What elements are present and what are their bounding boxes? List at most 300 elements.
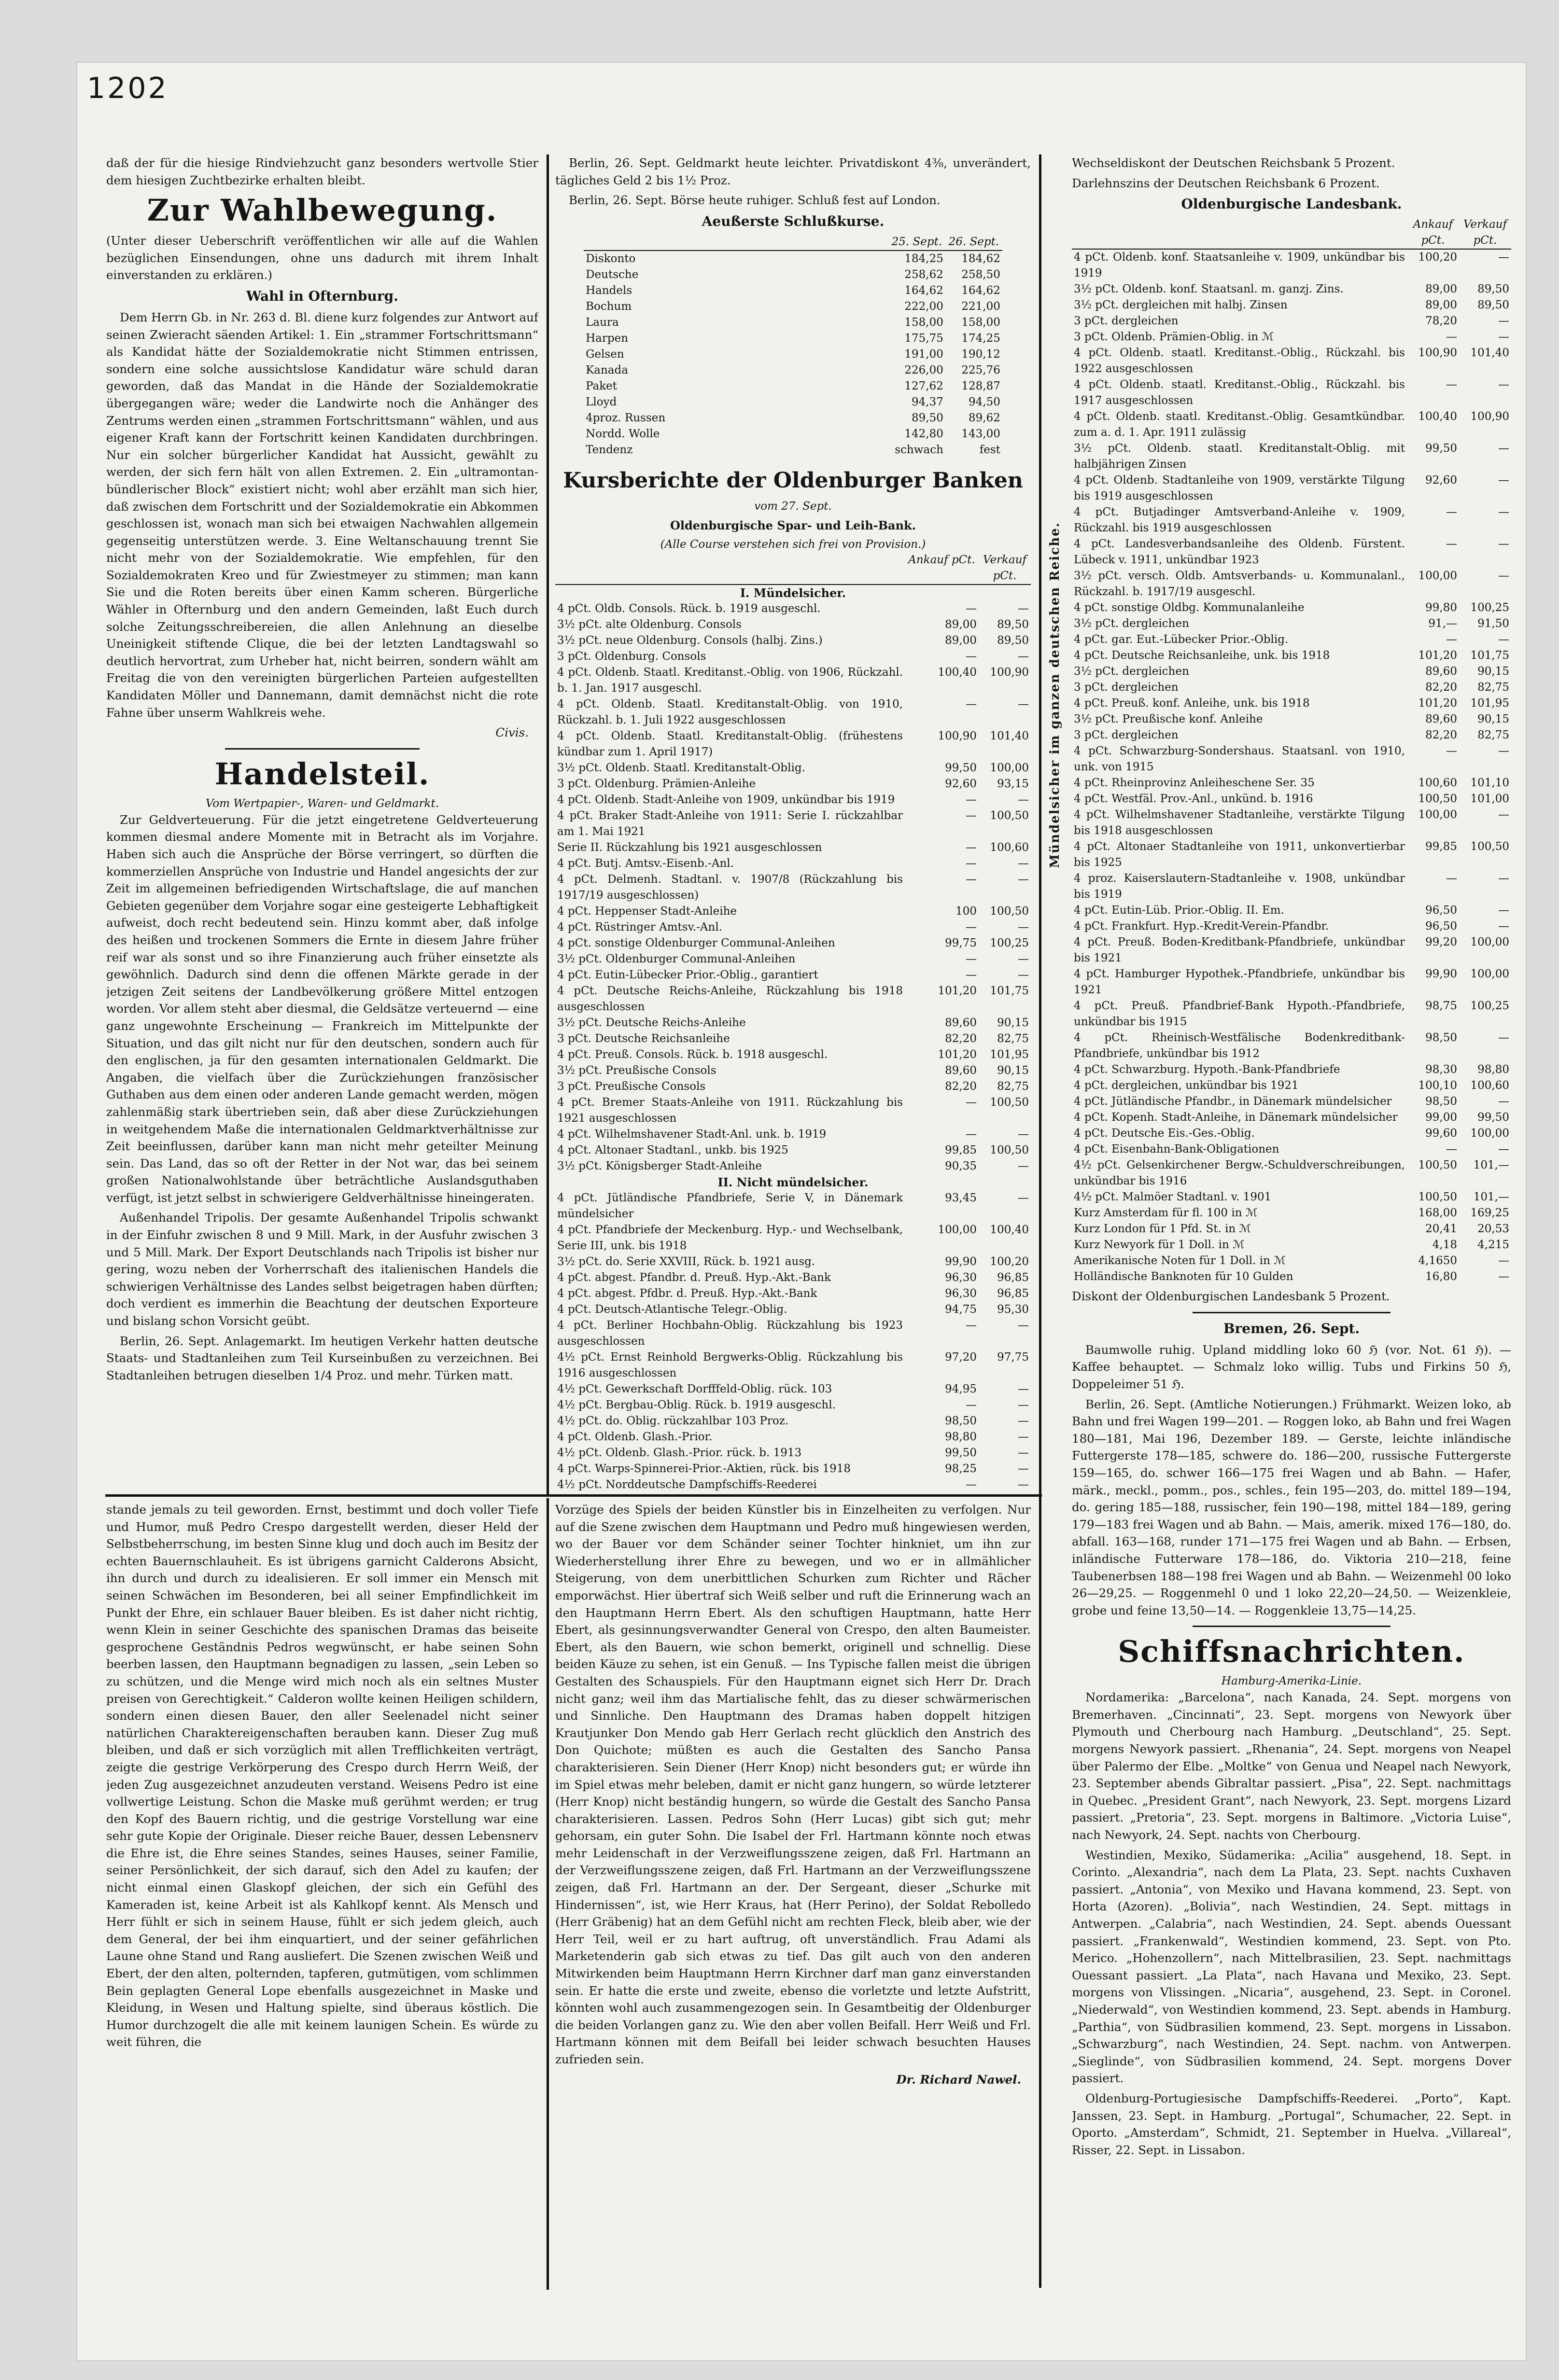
table-row [1072,329,1511,345]
row-value: 92,60 [1425,474,1457,487]
market-report: Berlin, 26. Sept. Geldmarkt heute leichter. Privatdiskont 4⅜, unverändert, tägliches Geld 2 bis 1½ Proz. [555,156,1031,187]
table-row [584,426,1002,442]
row-label: Deutsche [586,268,639,281]
table-row [555,1445,1031,1461]
table-row [555,1063,1031,1079]
row-label: 4 pCt. Landesverbandsanleihe des Oldenb. Fürstent. Lübeck v. 1911, unkündbar 1923 [1074,538,1405,567]
row-value: 100,90 [1418,347,1457,360]
row-label: 4 pCt. Deutsche Reichsanleihe, unk. bis 1918 [1074,649,1330,662]
row-label: 4 pCt. gar. Eut.-Lübecker Prior.-Oblig. [1074,633,1289,646]
row-value: 98,50 [945,1415,977,1428]
row-value: 100,00 [938,1224,977,1237]
row-value: 96,85 [997,1271,1029,1284]
row-value: 127,62 [904,379,943,392]
row-value: 100,00 [990,762,1029,775]
row-value: 89,50 [1477,283,1509,296]
row-label: 4 pCt. Hamburger Hypothek.-Pfandbriefe, unkündbar bis 1921 [1074,968,1405,997]
row-label: 4½ pCt. Bergbau-Oblig. Rück. b. 1919 ausgeschl. [557,1399,836,1412]
row-value: 98,25 [945,1462,977,1475]
row-value: 100,60 [1470,1079,1509,1092]
row-value: 93,15 [997,778,1029,791]
table-row [1072,743,1511,775]
row-label: 4 pCt. abgest. Pfandbr. d. Preuß. Hyp.-Akt.-Bank [557,1271,831,1284]
table-row [555,760,1031,776]
row-value: — [1498,1254,1509,1267]
row-value: 96,85 [997,1287,1029,1300]
landesbank-table [1072,217,1511,1285]
table-row [584,394,1002,410]
row-value: 82,75 [997,1032,1029,1045]
row-label: Serie II. Rückzahlung bis 1921 ausgeschlossen [557,841,822,854]
table-row [584,283,1002,299]
section-heading: I. Mündelsicher. [740,586,846,600]
table-row [1072,632,1511,648]
row-label: 4proz. Russen [586,411,666,424]
row-value: — [1498,442,1509,455]
row-label: 4 pCt. Oldenb. staatl. Kreditanst.-Oblig. Gesamtkündbar. zum a. d. 1. Apr. 1911 zulässig [1074,410,1405,439]
row-value: — [966,969,977,982]
row-label: 4 pCt. Deutsche Eis.-Ges.-Oblig. [1074,1127,1255,1140]
table-row [555,1031,1031,1047]
row-value: 101,40 [1470,347,1509,360]
row-label: 4 pCt. Eutin-Lübecker Prior.-Oblig., garantiert [557,969,818,982]
row-value: — [1498,315,1509,328]
row-label: 4 pCt. dergleichen, unkündbar bis 1921 [1074,1079,1299,1092]
row-value: 100,25 [1470,601,1509,614]
row-value: 184,25 [904,252,943,265]
page-number: 1202 [87,71,169,105]
row-value: — [966,841,977,854]
row-value: 98,80 [1477,1063,1509,1076]
row-value: 20,53 [1477,1223,1509,1236]
row-label: Amerikanische Noten für 1 Doll. in ℳ [1074,1254,1286,1267]
row-value: 174,25 [961,332,1000,345]
row-value: 89,60 [945,1016,977,1030]
section-divider [105,1494,1042,1497]
table-row [1072,664,1511,680]
table-row [555,1142,1031,1158]
table-row [1072,1110,1511,1126]
row-label: 4 pCt. Oldenb. staatl. Kreditanst.-Oblig., Rückzahl. bis 1917 ausgeschlossen [1074,378,1405,407]
column-2 [555,154,1031,1491]
row-value: — [1498,331,1509,344]
row-value: 101,75 [1470,649,1509,662]
row-label: 4 pCt. Oldb. Consols. Rück. b. 1919 ausgeschl. [557,602,821,615]
row-value: 100,50 [1418,1159,1457,1172]
table-row [555,1079,1031,1095]
row-value: 4,18 [1432,1239,1457,1252]
row-value: 100,40 [938,666,977,679]
row-label: 4 pCt. Eutin-Lüb. Prior.-Oblig. II. Em. [1074,904,1284,917]
row-value: 100,00 [1470,968,1509,981]
row-label: 4 pCt. Deutsch-Atlantische Telegr.-Oblig. [557,1303,787,1316]
schiff-heading: Schiffsnachrichten. [1118,1634,1465,1670]
row-value: 99,75 [945,937,977,950]
feuilleton-left [106,1501,538,2283]
row-label: 4 pCt. Frankfurt. Hyp.-Kredit-Verein-Pfandbr. [1074,920,1329,933]
row-label: Holländische Banknoten für 10 Gulden [1074,1270,1293,1283]
table-row [555,856,1031,872]
table-row [555,1397,1031,1413]
row-value: 91,50 [1477,617,1509,630]
row-value: — [1446,331,1457,344]
row-value: 98,30 [1425,1063,1457,1076]
row-label: 4 pCt. Preuß. Consols. Rück. b. 1918 ausgeschl. [557,1048,828,1061]
row-value: 184,62 [961,252,1000,265]
row-label: 3½ pCt. Oldenburger Communal-Anleihen [557,953,796,966]
row-label: 3½ pCt. Königsberger Stadt-Anleihe [557,1160,762,1173]
table-row [1072,648,1511,664]
row-label: 4 pCt. Oldenb. Glash.-Prior. [557,1431,713,1444]
row-label: 4 pCt. Bremer Staats-Anleihe von 1911. Rückzahlung bis 1921 ausgeschlossen [557,1096,903,1125]
table-row [555,1350,1031,1381]
row-value: 100,50 [990,905,1029,918]
row-label: 3 pCt. Oldenburg. Consols [557,650,706,663]
row-value: 158,00 [904,316,943,329]
row-label: 3½ pCt. Deutsche Reichs-Anleihe [557,1016,746,1030]
row-label: Diskonto [586,252,636,265]
row-value: 94,95 [945,1383,977,1396]
row-value: — [1498,474,1509,487]
row-label: Lloyd [586,395,617,408]
wahl-text: Dem Herrn Gb. in Nr. 263 d. Bl. diene kurz folgendes zur Antwort auf seinen Zwieracht säenden Artikel: 1. Ein „strammer Fortschrittsmann“ als Kandidat hätte der Sozialdemokratie nicht Stimmen entrissen, sondern eine solche aussichtslose Kandidatur wäre schuld daran geworden, daß das Mandat in die Hände der Sozialdemokratie übergegangen wäre; weder die Landwirte noch die Anhänger des Zentrums werden einen „strammen Fortschrittsmann“ wählen, und aus eigener Kraft kann der Fortschritt keinen Kandidaten durchbringen. Nur ein solcher bürgerlicher Kandidat hat Aussicht, gewählt zu werden, der sich fern hält von allen Extremen. 2. Ein „ultramontan-bündlerischer Block“ existiert nicht; wohl aber erzählt man sich hier, daß zwischen dem Fortschritt und der Sozialdemokratie ein Abkommen geschlossen ist, wonach man sich bei etwaigen Nachwahlen allgemein gegenseitig unterstützen werde. 3. Eine Weltanschauung trennt Sie nicht mehr von der Sozialdemokratie. Wie empfehlen, für den Sozialdemokraten Kreo und für Zwiestmeyer zu stimmen; man kann Sie und die Roten bereits über einen Kamm scheren. Bürgerliche Wähler in Ofternburg und den andern Gemeinden, laßt Euch durch solche Zeitungsschreibereien, die allen Anlehnung an dieselbe Uneinigkeit stiftende Clique, die bei der letzten Landtagswahl so deutlich hervortrat, zum Urheber hat, nicht beirren, sondern wählt am Freitag die von den vereinigten bürgerlichen Parteien aufgestellten Kandidaten Möller und Dannemann, damit demnächst nicht die rote Fahne über unserm Wahlkreis wehe. [106,310,538,720]
handel-paragraph: Außenhandel Tripolis. Der gesamte Außenhandel Tripolis schwankt in der Einfuhr zwischen 8 und 9 Mill. Mark, in der Ausfuhr zwischen 3 und 5 Mill. Mark. Der Export Deutschlands nach Tripolis ist bisher nur gering, wozu neben der Vorherrschaft des italienischen Handels die schwierigen Verhältnisse des Landes selbst beigetragen haben dürften; doch verdient es immerhin die Beachtung der deutschen Exporteure und bislang schon Vorsicht geübt. [106,1211,538,1328]
kurs-heading: Kursberichte der Oldenburger Banken [563,468,1023,493]
row-label: 4 pCt. Kopenh. Stadt-Anleihe, in Dänemark mündelsicher [1074,1111,1398,1124]
table-row [1072,1253,1511,1269]
row-label: 4 pCt. Jütländische Pfandbr., in Dänemark mündelsicher [1074,1095,1392,1108]
row-label: 4 pCt. sonstige Oldbg. Kommunalanleihe [1074,601,1305,614]
row-label: 4 pCt. Altonaer Stadtanleihe von 1911, unkonvertierbar bis 1925 [1074,840,1405,869]
row-value: 164,62 [904,284,943,297]
row-value: 89,60 [1425,713,1457,726]
row-value: 99,60 [1425,1127,1457,1140]
market-report: Berlin, 26. Sept. Börse heute ruhiger. Schluß fest auf London. [569,193,941,208]
row-value: — [1498,745,1509,758]
table-row [1072,919,1511,934]
row-value: 82,20 [945,1080,977,1093]
row-value: 16,80 [1425,1270,1457,1283]
row-value: — [966,793,977,807]
row-value: 89,50 [997,618,1029,631]
table-row [1072,1141,1511,1157]
row-value: — [1018,1192,1029,1205]
table-row [1072,1205,1511,1221]
table-row [1072,934,1511,966]
table-row [1072,616,1511,632]
row-label: Laura [586,316,619,329]
table-row [1072,504,1511,536]
row-label: 4 proz. Kaiserslautern-Stadtanleihe v. 1908, unkündbar bis 1919 [1074,872,1405,901]
row-value: 100,50 [990,809,1029,822]
row-value: — [966,953,977,966]
row-value: 99,85 [945,1144,977,1157]
row-label: 3½ pCt. dergleichen [1074,665,1189,678]
row-value: — [966,1096,977,1109]
row-label: 4 pCt. Schwarzburg-Sondershaus. Staatsanl. von 1910, unk. von 1915 [1074,745,1405,774]
row-value: — [966,1399,977,1412]
table-row [584,251,1002,267]
row-value: 89,50 [912,411,943,424]
row-value: 164,62 [961,284,1000,297]
row-value: 99,50 [1425,442,1457,455]
table-row [1072,536,1511,568]
table-row [555,1429,1031,1445]
row-label: 3 pCt. dergleichen [1074,681,1179,694]
row-value: 101,00 [1470,793,1509,806]
row-label: Kurz Amsterdam für fl. 100 in ℳ [1074,1207,1258,1220]
row-value: 100,60 [990,841,1029,854]
wechsel-text: Wechseldiskont der Deutschen Reichsbank 5 Prozent. [1072,156,1395,170]
row-value: 100,40 [1418,410,1457,423]
row-value: 258,50 [961,268,1000,281]
row-value: 100,00 [1470,936,1509,949]
row-value: — [1018,1478,1029,1491]
table-row [555,1015,1031,1031]
table-header: Verkauf pCt. [1459,217,1511,249]
row-value: — [1498,570,1509,583]
table-row [1072,249,1511,281]
feuilleton-text: stande jemals zu teil geworden. Ernst, bestimmt und doch voller Tiefe und Humor, muß Pedro Crespo dargestellt werden, dieser Held der Selbstbeherrschung, im besten Sinne klug und doch auch im Besitz der echten Bauernschlauheit. Es ist übrigens garnicht Calderons Absicht, ihn durch und durch zu idealisieren. Er soll immer ein Mensch mit seinen Schwächen im Besonderen, bei all seiner Empfindlichkeit im Punkt der Ehre, ein schlauer Bauer bleiben. Es ist daher nicht richtig, wenn Klein in seiner Geschichte des spanischen Dramas das beiseite gesprochene Geständnis Pedros wegwünscht, er habe seinen Sohn beerben lassen, den Hauptmann begnadigen zu lassen, „sein Leben so zu schützen, und die Menge wird mich noch als ein seltnes Muster preisen von Gerechtigkeit.“ Calderon wollte keinen Heiligen schildern, sondern einen diesen Bauer, den aller Seelenadel nicht seiner natürlichen Charaktereigenschaften berauben kann. Dieser Zug muß bleiben, und daß er sich vorzüglich mit allen Trefflichkeiten verträgt, zeigte die gestrige Verkörperung des Crespo durch Herrn Weiß, der jeden Zug ausgezeichnet anzudeuten verstand. Weisens Pedro ist eine vollwertige Leistung. Schon die Maske muß gerühmt werden; er trug den Kopf des Bauern richtig, und die gestrige Vorstellung war eine sehr gute Kopie der Originale. Dieser reiche Bauer, dessen Lebensnerv die Ehre ist, die Ehre seines Standes, seines Hauses, seiner Familie, seiner Persönlichkeit, der sich darauf, sich den Adel zu kaufen; der nicht einmal einen Glaskopf gleichen, der sich ein Gefühl des Kameraden ist, keine Arbeit ist als Kahlkopf kennt. Als Mensch und Herr fühlt er sich in seinem Hause, fühlt er sich jedem gleich, auch dem General, der bei ihm einquartiert, und der seiner gefährlichen Laune ohne Stand und Rang ausliefert. Die Szenen zwischen Weiß und Ebert, der den alten, polternden, tapferen, gutmütigen, vom schlimmen Bein geplagten General Lope ebenfalls ausgezeichnet in Maske und Kleidung, in Wesen und Haltung spielte, sind überaus köstlich. Die Humor durchzogelt die alle mit keinem launigen Schein. Es würde zu weit führen, die [106,1503,538,2049]
row-value: — [1498,506,1509,519]
row-value: — [1018,921,1029,934]
row-value: 99,85 [1425,840,1457,853]
table-row [555,904,1031,919]
row-label: 4 pCt. Deutsche Reichs-Anleihe, Rückzahlung bis 1918 ausgeschlossen [557,985,903,1014]
table-row [1072,1030,1511,1062]
row-value: — [1498,808,1509,821]
row-value: 90,15 [1477,713,1509,726]
row-value: 143,00 [961,427,1000,440]
row-value: 142,80 [904,427,943,440]
row-label: 4½ pCt. Oldenb. Glash.-Prior. rück. b. 1913 [557,1447,802,1460]
table-row [1072,696,1511,711]
row-value: 100,50 [990,1144,1029,1157]
row-value: — [1018,1128,1029,1141]
table-row [555,967,1031,983]
table-row [555,1158,1031,1174]
table-row [555,1302,1031,1318]
row-value: 191,00 [904,348,943,361]
kurs-date: vom 27. Sept. [754,500,832,513]
column-1 [106,154,538,1491]
table-row [555,1286,1031,1302]
row-label: Kurz London für 1 Pfd. St. in ℳ [1074,1223,1251,1236]
table-row [555,1127,1031,1142]
table-row [1072,807,1511,839]
table-header: Verkauf pCt. [979,552,1031,585]
table-row [555,1222,1031,1254]
table-row [1072,600,1511,616]
row-value: 100,60 [1418,777,1457,790]
wahl-heading: Zur Wahlbewegung. [147,193,498,228]
row-label: 4 pCt. Butj. Amtsv.-Eisenb.-Anl. [557,857,734,870]
row-value: 89,60 [945,1064,977,1077]
row-label: 4 pCt. Heppenser Stadt-Anleihe [557,905,737,918]
landesbank-heading: Oldenburgische Landesbank. [1181,196,1402,212]
table-row [1072,1157,1511,1189]
row-value: — [1018,1462,1029,1475]
table-row [1072,711,1511,727]
row-value: 101,10 [1470,777,1509,790]
row-value: 98,75 [1425,1000,1457,1013]
row-value: 226,00 [904,363,943,376]
row-value: — [1446,633,1457,646]
column-3 [1072,154,1511,2288]
table-row [1072,727,1511,743]
column-divider [547,154,549,1496]
row-value: 100,50 [1418,1191,1457,1204]
divider [1193,1312,1390,1313]
row-value: — [1018,1383,1029,1396]
row-label: 3½ pCt. alte Oldenburg. Consols [557,618,742,631]
table-row [555,1477,1031,1491]
table-row [584,442,1002,458]
row-value: 93,45 [945,1192,977,1205]
row-value: 90,15 [997,1064,1029,1077]
row-value: 90,35 [945,1160,977,1173]
row-value: 78,20 [1425,315,1457,328]
row-value: — [966,873,977,886]
row-value: 99,80 [1425,601,1457,614]
row-value: 100,50 [1418,793,1457,806]
row-value: — [966,1478,977,1491]
row-value: — [1498,251,1509,264]
row-label: 4 pCt. Warps-Spinnerei-Prior.-Aktien, rück. bis 1918 [557,1462,851,1475]
row-value: 100,20 [990,1255,1029,1268]
row-label: 4 pCt. abgest. Pfdbr. d. Preuß. Hyp.-Akt.-Bank [557,1287,817,1300]
row-value: — [1018,969,1029,982]
row-label: Bochum [586,300,632,313]
row-label: 4 pCt. Jütländische Pfandbriefe, Serie V, in Dänemark mündelsicher [557,1192,903,1221]
row-value: 97,20 [945,1351,977,1364]
table-row [555,665,1031,696]
row-label: Harpen [586,332,629,345]
table-header [584,234,888,251]
row-value: — [1498,1031,1509,1044]
row-label: 4½ pCt. do. Oblig. rückzahlbar 103 Proz. [557,1415,789,1428]
row-value: — [966,1319,977,1332]
table-row [555,696,1031,728]
table-row [1072,1062,1511,1078]
row-value: 94,75 [945,1303,977,1316]
row-value: 100,90 [1470,410,1509,423]
row-label: 4 pCt. Oldenb. Staatl. Kreditanst.-Oblig. von 1906, Rückzahl. b. 1. Jan. 1917 ausgeschl. [557,666,903,695]
row-value: 82,20 [945,1032,977,1045]
row-value: — [1018,873,1029,886]
row-value: — [1498,1095,1509,1108]
table-row [555,951,1031,967]
table-row [584,362,1002,378]
table-row [1072,281,1511,297]
row-value: — [1018,602,1029,615]
table-row [1072,409,1511,441]
row-value: — [1018,650,1029,663]
table-row [1072,1189,1511,1205]
row-label: 3½ pCt. Oldenb. Staatl. Kreditanstalt-Oblig. [557,762,805,775]
row-value: 99,90 [945,1255,977,1268]
row-value: — [966,602,977,615]
row-label: 3½ pCt. versch. Oldb. Amtsverbands- u. Kommunalanl., Rückzahl. b. 1917/19 ausgeschl. [1074,570,1405,598]
schlusskurse-table [584,234,1002,458]
row-value: 98,50 [1425,1095,1457,1108]
row-label: 4 pCt. Delmenh. Stadtanl. v. 1907/8 (Rückzahlung bis 1917/19 ausgeschlossen) [557,873,903,902]
table-row [555,872,1031,904]
table-row [1072,775,1511,791]
row-value: — [1018,1431,1029,1444]
row-value: — [1018,1319,1029,1332]
row-value: fest [979,443,1000,456]
table-row [555,840,1031,856]
row-label: 3½ pCt. dergleichen mit halbj. Zinsen [1074,299,1288,312]
row-value: 95,30 [997,1303,1029,1316]
row-label: Gelsen [586,348,624,361]
row-value: 99,00 [1425,1111,1457,1124]
row-label: 4 pCt. Oldenb. Stadt-Anleihe von 1909, unkündbar bis 1919 [557,793,895,807]
row-value: 100,90 [990,666,1029,679]
row-value: 89,60 [1425,665,1457,678]
wahl-signature: Civis. [495,725,529,740]
table-row [584,331,1002,347]
handel-paragraph: Zur Geldverteuerung. Für die jetzt eingetretene Geldverteuerung kommen diesmal andere Momente mit in Betracht als im Vorjahre. Haben sich auch die Ansprüche der Börse verringert, so dürften die kommerziellen Ansprüche von Industrie und Handel angesichts der zur Zeit im allgemeinen befriedigenden Wirtschaftslage, die auf manchen Gebieten gegenüber dem Vorjahre sogar eine gesteigerte Lebhaftigkeit aufweist, doch recht bedeutend sein. Hinzu kommt aber, daß infolge des heißen und trockenen Sommers die Ernte in diesem Jahre früher reif war als sonst und so ihre Finanzierung auch früher einsetzte als gewöhnlich. Dadurch sind denn die offenen Märkte gerade in der jetzigen Zeit seitens der Landbevölkerung größere Mittel entzogen worden. Vor allem steht aber diesmal, die Geldsätze verteuernd — eine ganz ungewohnte Erscheinung — Frankreich im Mittelpunkte der Situation, und das gilt nicht nur für den deutschen, sondern auch für den englischen, ja für den gesamten internationalen Geldmarkt. Die Angaben, die vielfach über die Zurückziehungen französischer Guthaben aus dem einen oder anderen Lande gemacht werden, mögen zahlenmäßig stark übertrieben sein, daß aber diese Zurückziehungen in weitgehendem Maße die internationalen Geldmarktverhältnisse zur Zeit beeinflussen, darüber kann man nicht mehr geteilter Meinung sein. Das Land, das so oft der Retter in der Not war, das bei seinem großen Nationalwohlstande über beträchtliche Auslandsguthaben verfügt, ist jetzt selbst in schwierigere Geldverhältnisse hineingeraten. [106,812,538,1205]
table-row [555,1381,1031,1397]
row-label: 3 pCt. Deutsche Reichsanleihe [557,1032,730,1045]
row-value: 4,1650 [1418,1254,1457,1267]
row-value: — [1498,904,1509,917]
wahl-note: (Unter dieser Ueberschrift veröffentlichen wir alle auf die Wahlen bezüglichen Einsendungen, ohne uns dadurch mit ihrem Inhalt einverstanden zu erklären.) [106,234,538,282]
table-row [1072,313,1511,329]
row-label: 4 pCt. Rheinprovinz Anleiheschene Ser. 35 [1074,777,1315,790]
table-row [1072,966,1511,998]
row-value: — [966,809,977,822]
row-value: 82,75 [1477,729,1509,742]
row-value: 101,20 [938,1048,977,1061]
table-row [555,617,1031,633]
row-value: — [1498,1270,1509,1283]
divider [225,748,420,750]
table-row [1072,377,1511,409]
row-label: Kanada [586,363,628,376]
vertical-label [1040,261,1069,1129]
table-row [1072,345,1511,377]
row-value: 190,12 [961,348,1000,361]
row-value: 20,41 [1425,1223,1457,1236]
row-value: 101,— [1473,1159,1509,1172]
row-label: Nordd. Wolle [586,427,660,440]
row-value: — [1446,538,1457,551]
row-label: 4 pCt. Butjadinger Amtsverband-Anleihe v. 1909, Rückzahl. bis 1919 ausgeschlossen [1074,506,1405,535]
table-row [555,1254,1031,1270]
table-row [555,1270,1031,1286]
table-row [1072,441,1511,473]
row-label: 4 pCt. Preuß. konf. Anleihe, unk. bis 1918 [1074,697,1310,710]
row-value: 222,00 [904,300,943,313]
row-label: 3½ pCt. Oldenb. konf. Staatsanl. m. ganzj. Zins. [1074,283,1344,296]
row-value: — [966,1128,977,1141]
row-label: Handels [586,284,632,297]
berlin-produkten: Berlin, 26. Sept. (Amtliche Notierungen.) Frühmarkt. Weizen loko, ab Bahn und frei Wagen 199—201. — Roggen loko, ab Bahn und frei Wagen 180—181, Mai 196, Dezember 189. — Gerste, leichte inländische Futtergerste 178—185, schwere do. 186—200, russische Futtergerste 159—165, do. schwer 166—175 frei Wagen und ab Bahn. — Hafer, märk., meckl., pomm., pos., schles., fein 195—203, do. mittel 189—194, do. gering 185—188, russischer, fein 190—198, mittel 184—189, gering 179—183 frei Wagen und ab Bahn. — Mais, amerik. mixed 176—180, do. abfall. 163—168, runder 171—175 frei Wagen und ab Bahn. — Erbsen, inländische Futterware 178—186, do. Viktoria 210—218, feine Taubenerbsen 188—198 frei Wagen und ab Bahn. — Weizenmehl 00 loko 26—29,25. — Roggenmehl 0 und 1 loko 22,20—24,50. — Weizenkleie, grobe und feine 13,50—14. — Roggenkleie 13,75—14,25. [1072,1397,1511,1617]
row-value: 101,— [1473,1191,1509,1204]
wahl-subheading: Wahl in Ofternburg. [246,288,398,304]
row-value: 89,00 [1425,283,1457,296]
row-label: 4 pCt. Altonaer Stadtanl., unkb. bis 1925 [557,1144,788,1157]
feuilleton-text: Vorzüge des Spiels der beiden Künstler bis in Einzelheiten zu verfolgen. Nur auf die Szene zwischen dem Hauptmann und Pedro muß hingewiesen werden, wo der Bauer vor dem Schänder seiner Tochter hinkniet, um ihn zur Wiederherstellung ihrer Ehre zu bewegen, und wo er in allmählicher Steigerung, von dem unerbittlichen Schurken zum Richter und Rächer emporwächst. Hier übertraf sich Weiß selber und ruft die Erinnerung wach an den Hauptmann Herrn Ebert. Als den schuftigen Hauptmann, hatte Herr Ebert, als gesinnungsverwandter General von Crespo, den alten Baumeister. Ebert, als den Bauern, wie schon bemerkt, originell und schnellig. Diese beiden Käuze zu sehen, ist ein Genuß. — Ins Typische fallen meist die übrigen Gestalten des Schauspiels. Für den Hauptmann eignet sich Herr Dr. Drach nicht ganz; weil ihm das Martialische fehlt, das zu dieser schwärmerischen und Sinnliche. Den Hauptmann des Dramas haben doppelt hitzigen Krautjunker Don Mendo gab Herr Gerlach recht glücklich den Anstrich des Don Quichote; müßten es auch die Gestalten des Sancho Pansa charakterisieren. Sein Diener (Herr Knop) nicht besonders gut; er würde ihn im Spiel etwas mehr beleben, damit er nicht ganz hungern, so würde letzterer (Herr Knop) nicht beständig hungern, so würde die Gestalt des Sancho Pansa charakterisieren. Lassen. Pedros Sohn (Herr Lucas) gibt sich gut; mehr gehorsam, ein guter Sohn. Die Isabel der Frl. Hartmann könnte noch etwas mehr Leidenschaft in der Verzweiflungsszene zeigen, daß Frl. Hartmann an der Verzweiflungsszene zeigen, daß Frl. Hartmann an der Verzweiflungsszene zeigen, daß Frl. Hartmann an der. Der Sergeant, dieser „Schurke mit Hindernissen“, ist, wie Herr Kraus, hat (Herr Perino), der Soldat Rebolledo (Herr Gräbenig) hat an dem Gefühl nicht am rechten Fleck, bleib aber, wie der Herr Teil, weil er zu hart auftrug, oft unverständlich. Frau Adami als Marketenderin gab sich etwas zu tief. Das gilt auch von den anderen Mitwirkenden beim Hauptmann Herrn Kirchner darf man ganz einverstanden sein. Er hatte die erste und zweite, ebenso die vorletzte und letzte Aufstritt, könnten wohl auch zusammengezogen sein. In Gesamtbeitig der Oldenburger die beiden Vorlangen ganz zu. Wie den aber vollen Beifall. Herr Weiß und Frl. Hartmann können mit dem Beifall bei leider schwach besuchten Hauses zufrieden sein. [555,1503,1031,2066]
row-value: 82,75 [1477,681,1509,694]
row-label: 4 pCt. Wilhelmshavener Stadt-Anl. unk. b. 1919 [557,1128,827,1141]
ship-news: Oldenburg-Portugiesische Dampfschiffs-Reederei. „Porto“, Kapt. Janssen, 23. Sept. in Hamburg. „Portugal“, Schumacher, 22. Sept. in Oporto. „Amsterdam“, Schmidt, 21. September in Huelva. „Villareal“, Risser, 22. Sept. in Lissabon. [1072,2091,1511,2157]
row-value: 89,00 [945,618,977,631]
row-value: — [1018,857,1029,870]
